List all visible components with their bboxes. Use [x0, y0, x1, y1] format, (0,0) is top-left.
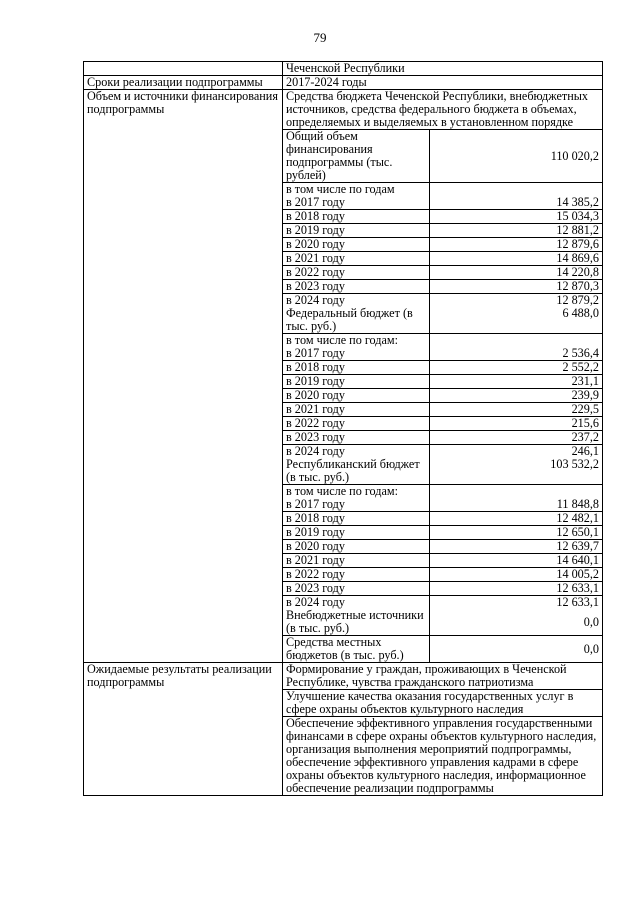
financing-sources: Средства бюджета Чеченской Республики, внебюджетных источников, средства федерального бюджета в объемах, определяемых и выделяемых в установленном порядке: [283, 90, 602, 130]
year-value: 229,5: [430, 403, 603, 417]
year-value: 2 552,2: [430, 361, 603, 375]
year-label: в 2023 году: [283, 431, 430, 445]
year-value: 14 005,2: [430, 568, 603, 582]
year-label: в 2021 году: [283, 403, 430, 417]
year-row: [283, 512, 602, 526]
extrabudget-label: Внебюджетные источники (в тыс. руб.): [283, 609, 430, 636]
year-label: в 2022 году: [283, 266, 430, 280]
year-row: [283, 375, 602, 389]
year-row: [283, 403, 602, 417]
federal-by-years-label: в том числе по годам:: [283, 334, 430, 348]
header-cell: Чеченской Республики: [283, 62, 603, 76]
year-value: 12 870,3: [430, 280, 603, 294]
table-row: [84, 90, 603, 663]
year-value: 12 879,2: [556, 293, 599, 307]
year-row: [283, 582, 602, 596]
year-label: в 2022 году: [283, 417, 430, 431]
year-value: 15 034,3: [430, 210, 603, 224]
year-row: [283, 445, 602, 459]
year-label: в 2017 году: [283, 498, 430, 512]
year-value: 12 633,1: [556, 595, 599, 609]
year-value: 239,9: [430, 389, 603, 403]
republic-row: [283, 458, 602, 485]
timing-value: 2017-2024 годы: [283, 76, 603, 90]
year-value: 231,1: [430, 375, 603, 389]
year-label: в 2018 году: [283, 361, 430, 375]
year-label: в 2018 году: [283, 512, 430, 526]
empty-cell: [430, 334, 603, 348]
financing-label: Объем и источники финансирования подпрограммы: [84, 90, 283, 663]
year-row: [283, 347, 602, 361]
year-row: [283, 266, 602, 280]
year-row: [283, 389, 602, 403]
local-row: [283, 636, 602, 663]
republic-by-years-label: в том числе по годам:: [283, 485, 430, 499]
federal-label: Федеральный бюджет (в тыс. руб.): [283, 307, 430, 334]
year-value: 14 385,2: [430, 196, 603, 210]
passport-table: [83, 61, 603, 796]
year-label: в 2024 году: [283, 596, 430, 610]
year-value: 12 639,7: [430, 540, 603, 554]
empty-cell: [430, 485, 603, 499]
year-value: 12 879,6: [430, 238, 603, 252]
results-cell: [283, 663, 603, 796]
year-row: [283, 526, 602, 540]
year-row: [283, 568, 602, 582]
year-row: [283, 596, 602, 610]
year-label: в 2024 году: [283, 445, 430, 459]
extrabudget-row: [283, 609, 602, 636]
year-label: в 2020 году: [283, 540, 430, 554]
year-value: 246,1: [571, 444, 599, 458]
year-label: в 2017 году: [283, 196, 430, 210]
year-value: 14 220,8: [430, 266, 603, 280]
year-label: в 2019 году: [283, 375, 430, 389]
table-row: [84, 663, 603, 796]
timing-label: Сроки реализации подпрограммы: [84, 76, 283, 90]
result-item: Улучшение качества оказания государственных услуг в сфере охраны объектов культурного наследия: [283, 690, 602, 717]
republic-by-years-row: [283, 485, 602, 499]
year-value: 12 633,1: [430, 582, 603, 596]
year-row: [283, 540, 602, 554]
year-label: в 2020 году: [283, 389, 430, 403]
local-label: Средства местных бюджетов (в тыс. руб.): [283, 636, 430, 663]
empty-cell: [430, 183, 603, 197]
year-label: в 2018 году: [283, 210, 430, 224]
year-row: [283, 431, 602, 445]
by-years-label: в том числе по годам: [283, 183, 430, 197]
result-item: Обеспечение эффективного управления государственными финансами в сфере охраны объектов культурного наследия, организация выполнения мероприятий подпрограммы, обеспечение эффективного управления кадрами в сфере охраны объектов культурного наследия, информационное обеспечение реализации подпрограммы: [286, 716, 597, 795]
year-value: 14 640,1: [430, 554, 603, 568]
year-row: [283, 196, 602, 210]
financing-subtable: [283, 130, 602, 662]
table-row: [84, 62, 603, 76]
year-row: [283, 280, 602, 294]
federal-by-years-row: [283, 334, 602, 348]
year-label: в 2020 году: [283, 238, 430, 252]
year-value: 12 650,1: [430, 526, 603, 540]
year-value: 12 881,2: [430, 224, 603, 238]
federal-value: 6 488,0: [430, 307, 603, 334]
year-row: [283, 498, 602, 512]
year-label: в 2022 году: [283, 568, 430, 582]
year-label: в 2019 году: [283, 224, 430, 238]
year-value: 12 482,1: [430, 512, 603, 526]
year-row: [283, 210, 602, 224]
results-label: Ожидаемые результаты реализации подпрограммы: [84, 663, 283, 796]
extrabudget-value: 0,0: [430, 609, 603, 636]
republic-value: 103 532,2: [430, 458, 603, 485]
year-value: 14 869,6: [430, 252, 603, 266]
year-value: 2 536,4: [430, 347, 603, 361]
total-row: [283, 130, 602, 183]
year-row: [283, 224, 602, 238]
year-value: 237,2: [430, 431, 603, 445]
year-label: в 2024 году: [283, 294, 430, 308]
year-row: [283, 417, 602, 431]
federal-row: [283, 307, 602, 334]
year-label: в 2017 году: [283, 347, 430, 361]
year-row: [283, 554, 602, 568]
year-row: [283, 252, 602, 266]
year-label: в 2021 году: [283, 554, 430, 568]
year-label: в 2021 году: [283, 252, 430, 266]
year-label: в 2023 году: [283, 280, 430, 294]
local-value: 0,0: [583, 641, 599, 656]
financing-cell: [283, 90, 603, 663]
table-row: [84, 76, 603, 90]
page-number: 79: [313, 30, 327, 45]
empty-cell: [84, 62, 283, 76]
republic-label: Республиканский бюджет (в тыс. руб.): [283, 458, 430, 485]
year-row: [283, 294, 602, 308]
year-row: [283, 238, 602, 252]
by-years-row: [283, 183, 602, 197]
total-label: Общий объем финансирования подпрограммы (тыс. рублей): [283, 130, 430, 183]
result-item: Формирование у граждан, проживающих в Чеченской Республике, чувства гражданского патриотизма: [283, 663, 602, 690]
year-value: 11 848,8: [430, 498, 603, 512]
year-value: 215,6: [430, 417, 603, 431]
year-label: в 2023 году: [283, 582, 430, 596]
year-label: в 2019 году: [283, 526, 430, 540]
total-value: 110 020,2: [430, 130, 603, 183]
year-row: [283, 361, 602, 375]
